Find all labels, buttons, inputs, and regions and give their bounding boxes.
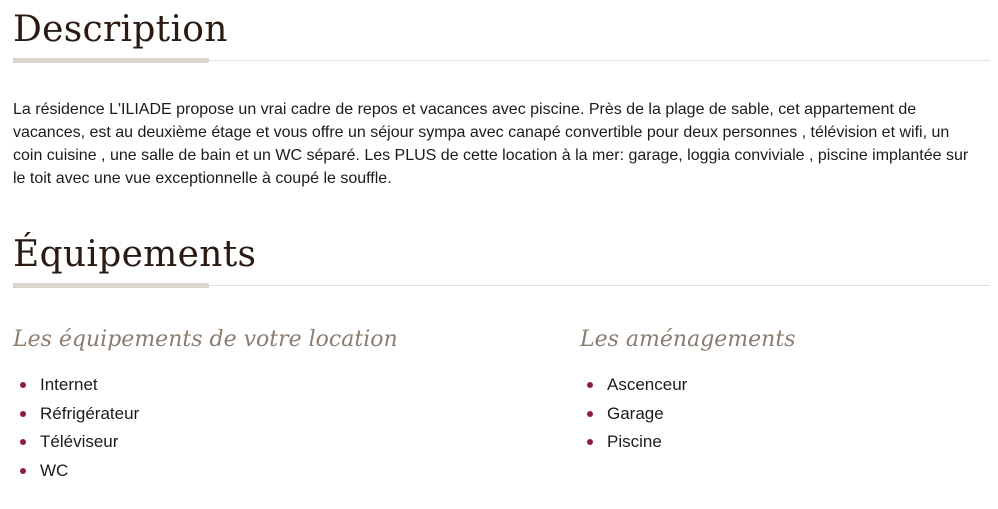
- list-item-label: Réfrigérateur: [40, 403, 140, 423]
- divider-accent: [13, 58, 209, 63]
- list-item: [13, 457, 533, 486]
- bullet-icon: [587, 382, 593, 388]
- list-item: [580, 428, 980, 457]
- list-item: [580, 400, 980, 429]
- bullet-icon: [20, 468, 26, 474]
- list-item: [580, 371, 980, 400]
- list-item-label: Internet: [40, 375, 98, 394]
- equipements-heading: Équipements: [13, 234, 257, 275]
- description-heading: Description: [13, 9, 228, 50]
- list-item-label: Piscine: [607, 432, 662, 451]
- bullet-icon: [587, 439, 593, 445]
- equipements-divider: [13, 283, 990, 288]
- amenagements-list: [580, 371, 980, 457]
- description-divider: [13, 58, 990, 63]
- bullet-icon: [20, 439, 26, 445]
- equipements-section: [13, 235, 990, 288]
- bullet-icon: [587, 411, 593, 417]
- list-item: [13, 428, 533, 457]
- description-text: La résidence L'ILIADE propose un vrai cadre de repos et vacances avec piscine. Près de la plage de sable, cet appartement de vacances, est au deuxième étage et vous offre un séjour sympa avec canapé convertible pour deux personnes , télévision et wifi, un coin cuisine , une salle de bain et un WC séparé. Les PLUS de cette location à la mer: garage, loggia conviviale , piscine implantée sur le toit avec une vue exceptionnelle à coupé le souffle.: [13, 101, 969, 187]
- amenagements-column: [580, 325, 980, 457]
- equipements-list: [13, 371, 533, 485]
- list-item-label: Garage: [607, 403, 664, 423]
- description-section: [13, 10, 990, 63]
- list-item-label: Téléviseur: [40, 432, 119, 451]
- amenagements-column-title: Les aménagements: [580, 327, 796, 352]
- list-item-label: Ascenceur: [607, 375, 688, 394]
- list-item-label: WC: [40, 460, 69, 480]
- list-item: [13, 371, 533, 400]
- list-item: [13, 400, 533, 429]
- bullet-icon: [20, 411, 26, 417]
- bullet-icon: [20, 382, 26, 388]
- divider-accent: [13, 283, 209, 288]
- equipements-column: [13, 325, 533, 485]
- equipements-column-title: Les équipements de votre location: [13, 327, 398, 352]
